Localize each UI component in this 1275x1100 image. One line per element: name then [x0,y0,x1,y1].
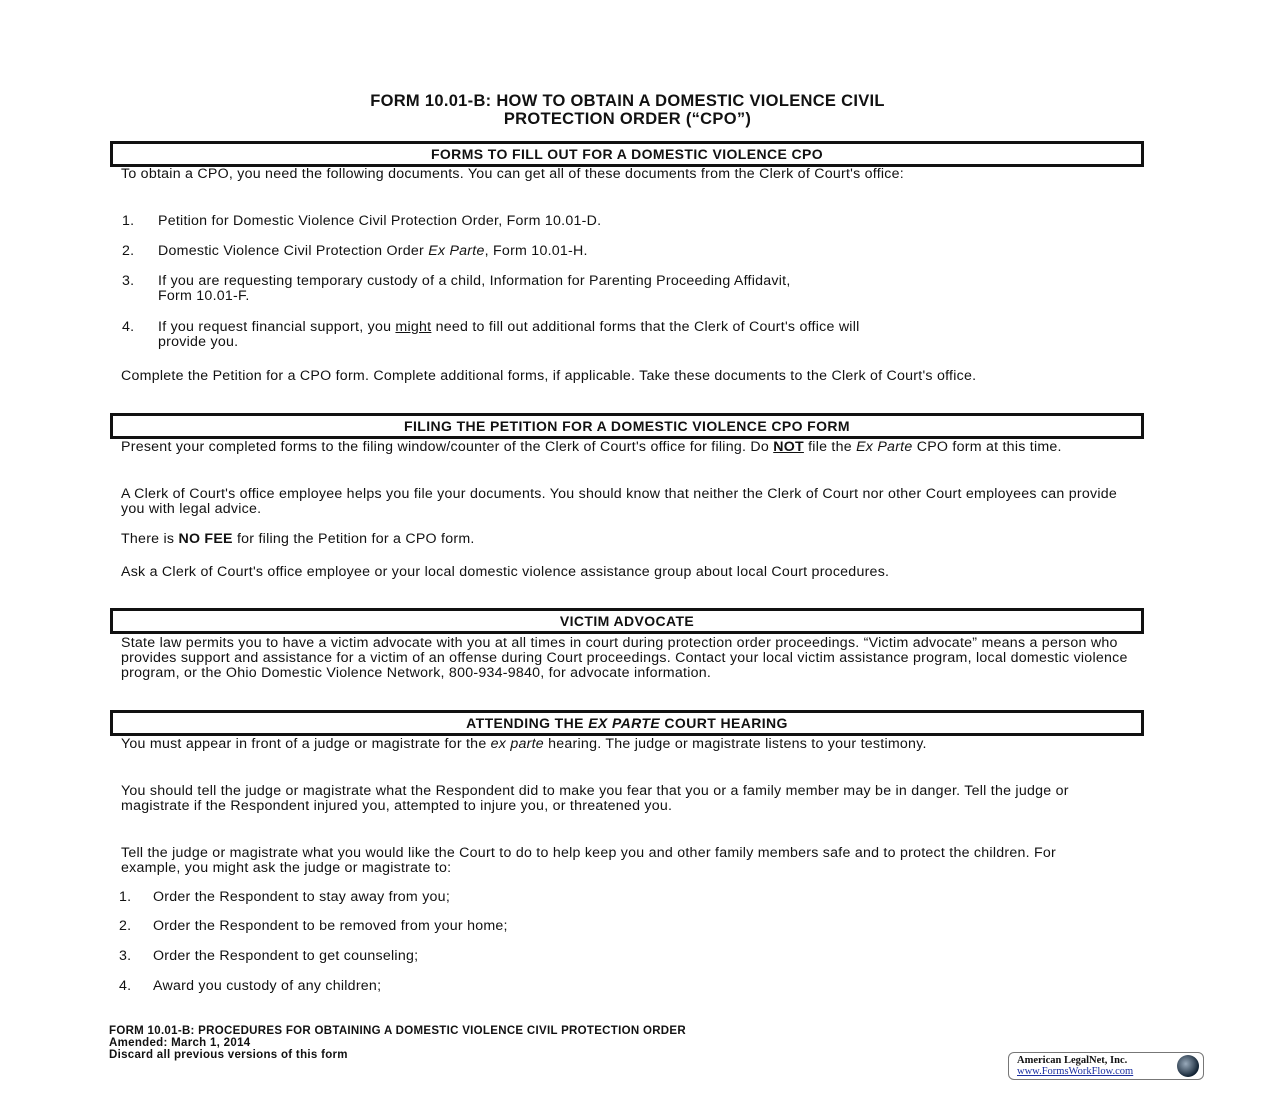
list-item [122,320,1122,352]
forms-intro: To obtain a CPO, you need the following documents. You can get all of these documents from the Clerk of Court's office: [121,166,904,182]
section-heading-ex-parte-hearing [110,710,1144,736]
section-heading-forms: FORMS TO FILL OUT FOR A DOMESTIC VIOLENCE CPO [110,141,1144,167]
heading-text: COURT HEARING [660,715,788,731]
item-text: provide you. [158,334,239,350]
section-heading-filing: FILING THE PETITION FOR A DOMESTIC VIOLENCE CPO FORM [110,413,1144,439]
emphasis-ex-parte: Ex Parte [856,439,913,455]
item-text: Form 10.01-F. [158,288,250,304]
form-title-line2: PROTECTION ORDER (“CPO”) [503,110,752,128]
section-heading-victim-advocate: VICTIM ADVOCATE [110,608,1144,634]
footer-amended-date: Amended: March 1, 2014 [109,1037,251,1049]
item-number: 1. [122,213,135,229]
emphasis-not: NOT [773,439,804,455]
heading-emphasis: EX PARTE [588,715,661,731]
heading-text: ATTENDING THE [466,715,589,731]
filing-paragraph-2: A Clerk of Court's office employee helps you file your documents. You should know that neither the Clerk of Court nor other Court employees can provide you with legal advice. [121,486,1118,517]
item-emphasis: might [395,319,432,335]
item-text: Order the Respondent to be removed from your home; [153,918,508,934]
item-text: Petition for Domestic Violence Civil Protection Order, Form 10.01-D. [158,213,602,229]
list-item [122,274,1122,306]
filing-paragraph-3 [121,532,1131,547]
hearing-paragraph-2: You should tell the judge or magistrate what the Respondent did to make you fear that you or a family member may be in danger. Tell the judge or magistrate if the Respondent injured you, attempted to injure you, or threatened you. [121,783,1069,814]
item-text: Order the Respondent to get counseling; [153,948,419,964]
item-number: 4. [119,978,132,994]
victim-advocate-paragraph: State law permits you to have a victim advocate with you at all times in court during protection order proceedings. “Victim advocate” means a person who provides support and assistance for a victim of an offense during Court proceedings. Contact your local victim assistance program, local domestic violence program, or the Ohio Domestic Violence Network, 800-934-9840, for advocate information. [121,635,1128,681]
logo-url-link[interactable]: www.FormsWorkFlow.com [1017,1066,1134,1077]
emphasis-ex-parte: ex parte [490,736,544,752]
american-legalnet-logo[interactable] [1008,1052,1204,1080]
filing-paragraph-1 [121,440,1131,455]
footer-form-name: FORM 10.01-B: PROCEDURES FOR OBTAINING A DOMESTIC VIOLENCE CIVIL PROTECTION ORDER [109,1025,686,1037]
item-text: , Form 10.01-H. [484,243,588,259]
text: CPO form at this time. [912,439,1062,455]
footer-discard-note: Discard all previous versions of this form [109,1049,348,1061]
forms-outro: Complete the Petition for a CPO form. Complete additional forms, if applicable. Take these documents to the Clerk of Court's office. [121,368,977,384]
text: Present your completed forms to the filing window/counter of the Clerk of Court's office for filing. Do [121,439,774,455]
text: You must appear in front of a judge or magistrate for the [121,736,491,752]
text: hearing. The judge or magistrate listens to your testimony. [543,736,927,752]
hearing-paragraph-3: Tell the judge or magistrate what you would like the Court to do to help keep you and other family members safe and to protect the children. For example, you might ask the judge or magistrate to: [121,845,1057,876]
emphasis-no-fee: NO FEE [178,531,233,547]
item-number: 1. [119,889,132,905]
text: file the [803,439,857,455]
text: for filing the Petition for a CPO form. [232,531,475,547]
item-number: 2. [119,918,132,934]
globe-icon [1177,1055,1199,1077]
item-number: 4. [122,319,135,335]
logo-company-name: American LegalNet, Inc. [1017,1055,1128,1066]
text: There is [121,531,179,547]
item-number: 3. [122,273,135,289]
hearing-paragraph-1 [121,737,1131,752]
form-title-line1: FORM 10.01-B: HOW TO OBTAIN A DOMESTIC VIOLENCE CIVIL [370,92,885,110]
item-text: Award you custody of any children; [153,978,382,994]
item-emphasis: Ex Parte [428,243,485,259]
item-number: 2. [122,243,135,259]
filing-paragraph-4: Ask a Clerk of Court's office employee or your local domestic violence assistance group about local Court procedures. [121,564,890,580]
item-text: If you are requesting temporary custody of a child, Information for Parenting Proceeding Affidavit, [158,273,791,289]
item-text: If you request financial support, you [158,319,396,335]
item-text: need to fill out additional forms that the Clerk of Court's office will [431,319,860,335]
item-text: Order the Respondent to stay away from you; [153,889,451,905]
item-number: 3. [119,948,132,964]
item-text: Domestic Violence Civil Protection Order [158,243,429,259]
